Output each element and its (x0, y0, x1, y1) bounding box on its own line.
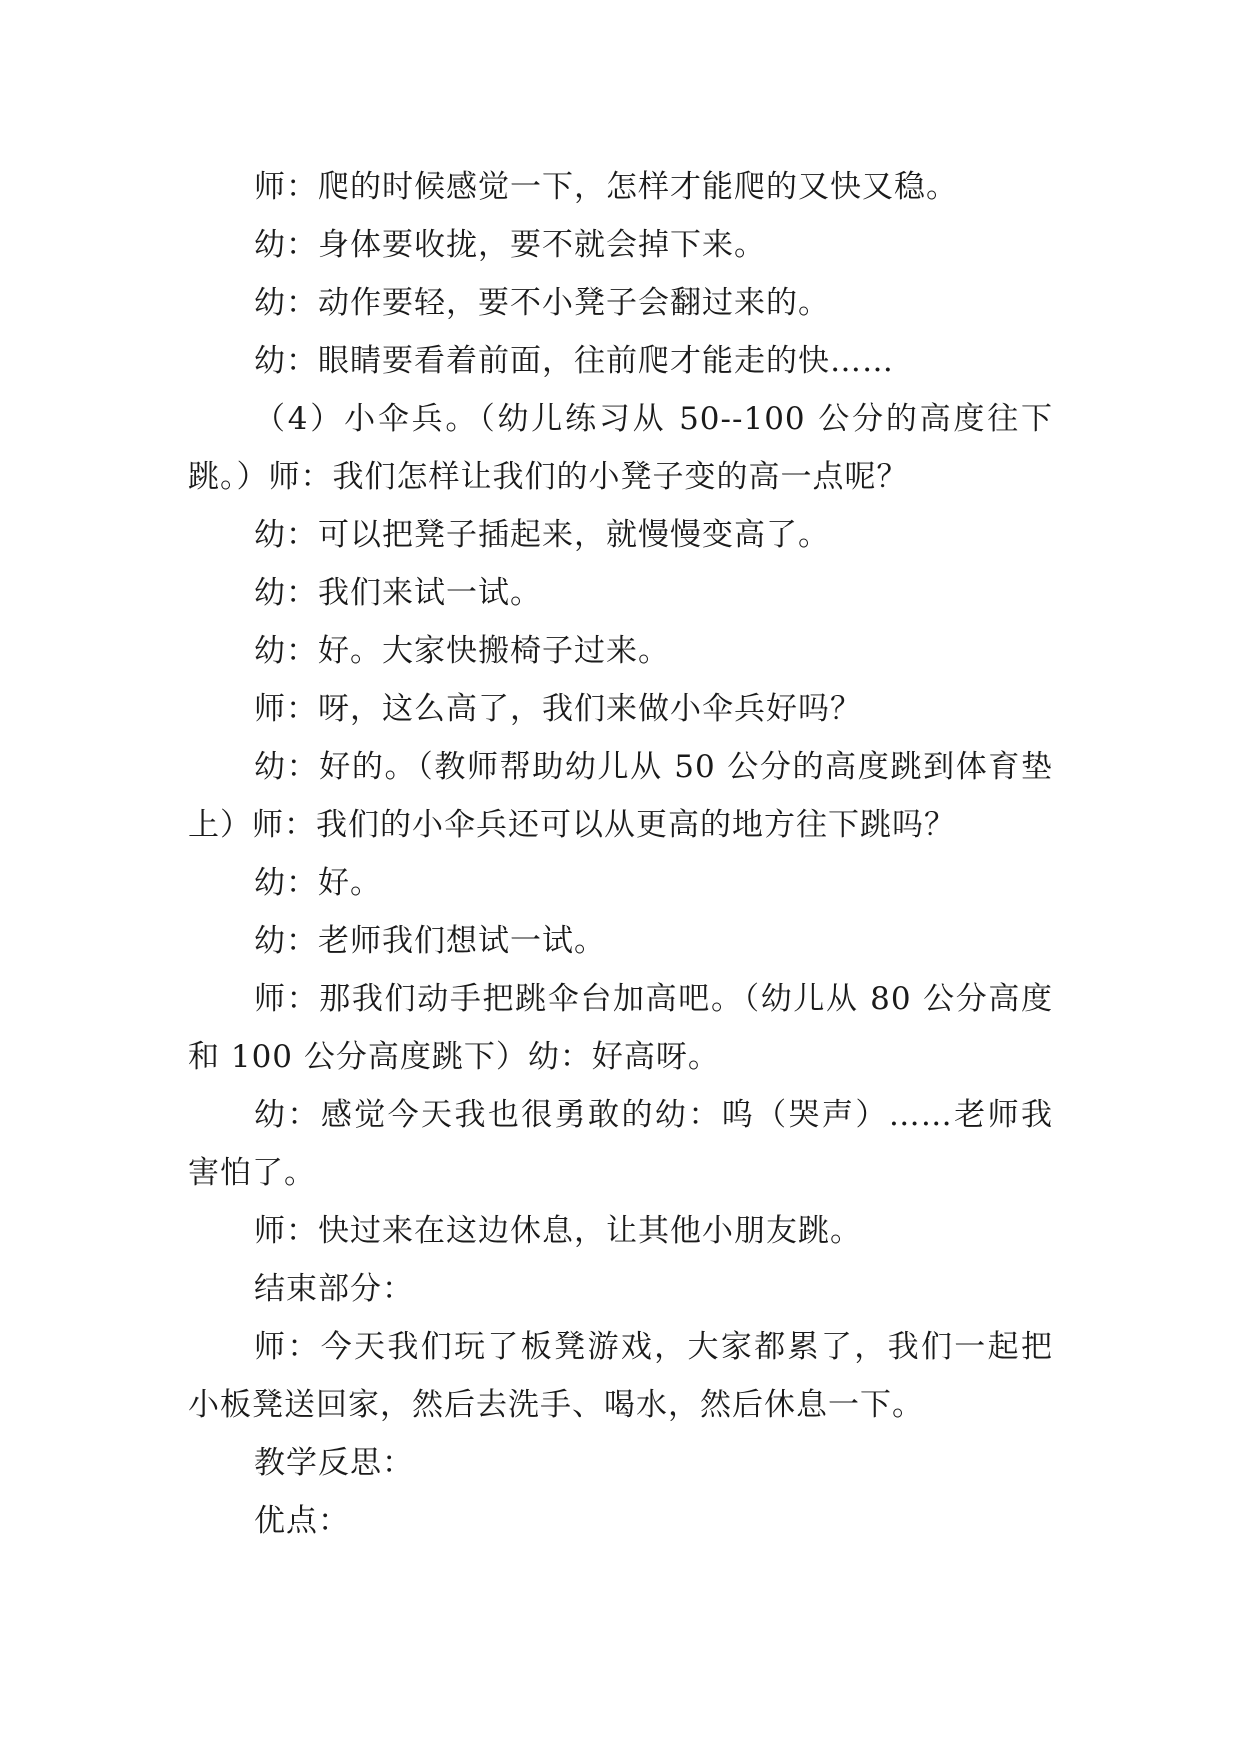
section-heading: 教学反思： (254, 1445, 414, 1481)
paragraph: 幼：可以把凳子插起来，就慢慢变高了。 (254, 517, 830, 553)
paragraph: 师：快过来在这边休息，让其他小朋友跳。 (254, 1213, 862, 1249)
paragraph: 师：那我们动手把跳伞台加高吧。（幼儿从 80 公分高度和 100 公分高度跳下）幼：好高呀。 (188, 981, 1053, 1075)
paragraph: 幼：老师我们想试一试。 (254, 923, 606, 959)
paragraph: 幼：身体要收拢，要不就会掉下来。 (254, 227, 766, 263)
paragraph: 幼：好。 (254, 865, 382, 901)
paragraph: 幼：我们来试一试。 (254, 575, 542, 611)
paragraph: 幼：好。大家快搬椅子过来。 (254, 633, 670, 669)
section-heading: 结束部分： (254, 1271, 414, 1307)
paragraph: 幼：眼睛要看着前面，往前爬才能走的快…… (254, 343, 894, 379)
document-body (188, 158, 1053, 1550)
paragraph: 幼：感觉今天我也很勇敢的幼：呜（哭声）……老师我害怕了。 (188, 1097, 1053, 1191)
paragraph: 师：呀，这么高了，我们来做小伞兵好吗？ (254, 691, 862, 727)
paragraph: 幼：好的。（教师帮助幼儿从 50 公分的高度跳到体育垫上）师：我们的小伞兵还可以从更高的地方往下跳吗？ (188, 749, 1053, 843)
paragraph: 师：今天我们玩了板凳游戏，大家都累了，我们一起把小板凳送回家，然后去洗手、喝水，然后休息一下。 (188, 1329, 1053, 1423)
paragraph: 师：爬的时候感觉一下，怎样才能爬的又快又稳。 (254, 169, 958, 205)
section-heading: 优点： (254, 1503, 350, 1539)
paragraph: 幼：动作要轻，要不小凳子会翻过来的。 (254, 285, 830, 321)
paragraph: （4）小伞兵。（幼儿练习从 50--100 公分的高度往下跳。）师：我们怎样让我们的小凳子变的高一点呢？ (188, 401, 1053, 495)
